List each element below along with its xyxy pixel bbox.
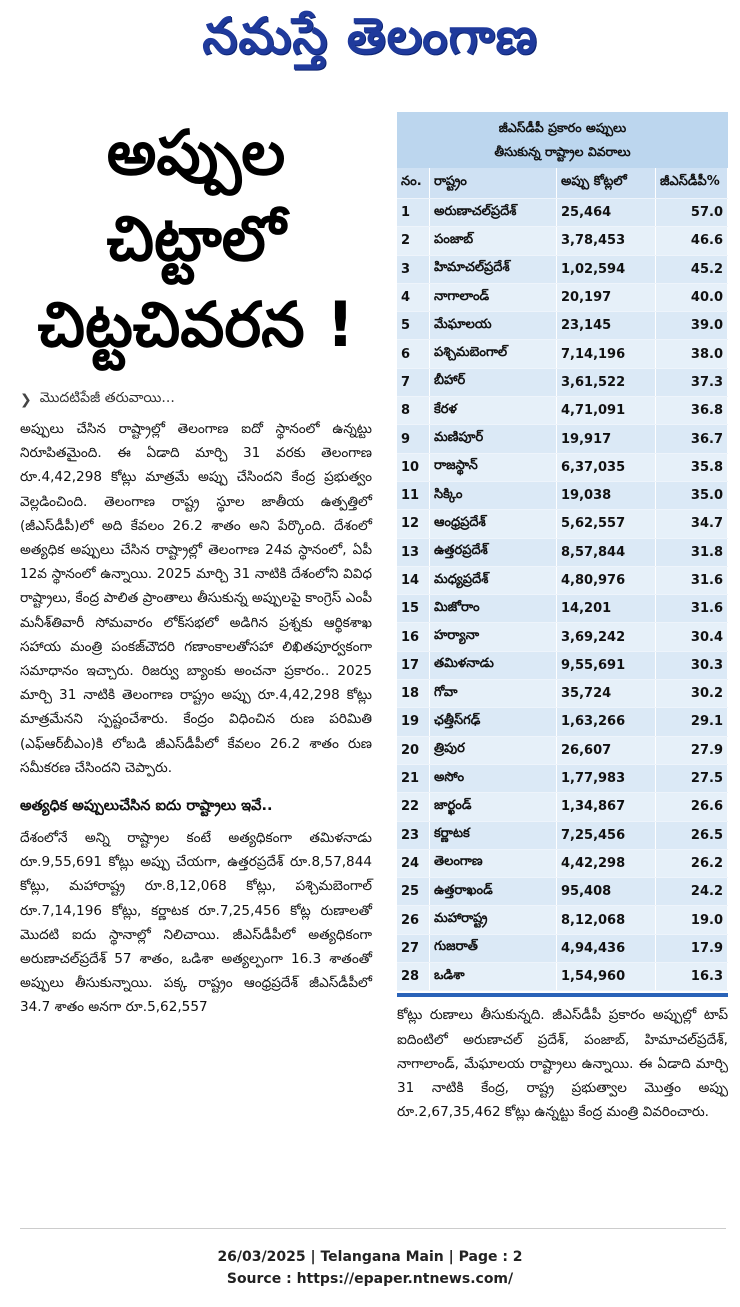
table-cell-pct: 29.1	[656, 708, 728, 736]
table-cell-pct: 35.0	[656, 481, 728, 509]
table-row	[397, 708, 728, 736]
table-cell-no: 6	[397, 340, 430, 368]
table-cell-debt: 5,62,557	[557, 510, 656, 538]
table-cell-state: గోవా	[430, 680, 557, 708]
table-row	[397, 736, 728, 764]
article-paragraph-2: దేశంలోనే అన్ని రాష్ట్రాల కంటే అత్యధికంగా తమిళనాడు రూ.9,55,691 కోట్లు అప్పు చేయగా, ఉత్తరప్రదేశ్ రూ.8,57,844 కోట్లు, మహారాష్ట్ర రూ.8,12,068 కోట్లు, పశ్చిమబెంగాల్ రూ.7,14,196 కోట్లు, కర్ణాటక రూ.7,25,456 కోట్ల రుణాలతో మొదటి ఐదు స్థానాల్లో నిలిచాయి. జీఎస్‌డీపీలో అత్యధికంగా అరుణాచల్‌ప్రదేశ్ 57 శాతం, ఒడిశా అత్యల్పంగా 16.3 శాతంతో అప్పులు తీసుకున్నాయి. పక్క రాష్ట్రం ఆంధ్రప్రదేశ్ జీఎస్‌డీపీలో 34.7 శాతం అనగా రూ.5,62,557	[20, 830, 372, 1016]
header-number: నం.	[397, 168, 430, 199]
headline-line-1: అప్పుల చిట్టాలో	[106, 116, 286, 275]
table-cell-pct: 36.8	[656, 397, 728, 425]
table-cell-debt: 3,78,453	[557, 227, 656, 255]
table-cell-pct: 37.3	[656, 368, 728, 396]
table-row	[397, 849, 728, 877]
table-cell-no: 27	[397, 934, 430, 962]
header-debt: అప్పు కోట్లలో	[557, 168, 656, 199]
newspaper-logo: నమస్తే తెలంగాణ	[202, 6, 538, 65]
table-cell-pct: 19.0	[656, 906, 728, 934]
table-cell-state: రాజస్థాన్	[430, 453, 557, 481]
table-cell-no: 21	[397, 764, 430, 792]
table-cell-debt: 7,14,196	[557, 340, 656, 368]
table-cell-state: ఒడిశా	[430, 963, 557, 991]
table-cell-no: 13	[397, 538, 430, 566]
table-cell-pct: 38.0	[656, 340, 728, 368]
table-row	[397, 199, 728, 227]
table-row	[397, 481, 728, 509]
table-cell-no: 25	[397, 878, 430, 906]
table-title	[397, 112, 728, 168]
table-cell-state: మణిపూర్	[430, 425, 557, 453]
table-cell-pct: 31.8	[656, 538, 728, 566]
table-cell-debt: 3,69,242	[557, 623, 656, 651]
table-cell-debt: 1,02,594	[557, 255, 656, 283]
table-cell-state: కర్ణాటక	[430, 821, 557, 849]
footer-date-line: 26/03/2025 | Telangana Main | Page : 2	[217, 1249, 523, 1265]
chevron-right-icon: ❯	[20, 391, 32, 408]
header-state: రాష్ట్రం	[430, 168, 557, 199]
table-cell-state: నాగాలాండ్	[430, 283, 557, 311]
table-row	[397, 312, 728, 340]
table-cell-pct: 26.5	[656, 821, 728, 849]
table-cell-state: పశ్చిమబెంగాల్	[430, 340, 557, 368]
table-cell-state: తెలంగాణ	[430, 849, 557, 877]
footer	[0, 1246, 740, 1290]
table-row	[397, 793, 728, 821]
table-row	[397, 934, 728, 962]
table-cell-debt: 19,917	[557, 425, 656, 453]
table-cell-state: హర్యానా	[430, 623, 557, 651]
table-body	[397, 199, 728, 991]
table-cell-no: 11	[397, 481, 430, 509]
table-cell-debt: 26,607	[557, 736, 656, 764]
table-cell-no: 1	[397, 199, 430, 227]
table-row	[397, 255, 728, 283]
table-cell-debt: 7,25,456	[557, 821, 656, 849]
table-cell-debt: 1,77,983	[557, 764, 656, 792]
table-cell-no: 8	[397, 397, 430, 425]
table-cell-debt: 1,54,960	[557, 963, 656, 991]
table-cell-pct: 30.4	[656, 623, 728, 651]
continuation-marker	[20, 390, 372, 409]
table-row	[397, 878, 728, 906]
left-column	[20, 110, 372, 1020]
table-cell-pct: 27.9	[656, 736, 728, 764]
table-row	[397, 566, 728, 594]
table-cell-debt: 4,71,091	[557, 397, 656, 425]
table-cell-no: 17	[397, 651, 430, 679]
table-cell-state: పంజాబ్	[430, 227, 557, 255]
table-cell-pct: 36.7	[656, 425, 728, 453]
table-cell-debt: 1,63,266	[557, 708, 656, 736]
table-cell-no: 22	[397, 793, 430, 821]
table-divider	[397, 993, 728, 997]
table-cell-state: మేఘాలయ	[430, 312, 557, 340]
table-cell-no: 2	[397, 227, 430, 255]
table-cell-state: మధ్యప్రదేశ్	[430, 566, 557, 594]
table-cell-state: కేరళ	[430, 397, 557, 425]
table-cell-debt: 3,61,522	[557, 368, 656, 396]
table-cell-pct: 34.7	[656, 510, 728, 538]
table-cell-state: సిక్కిం	[430, 481, 557, 509]
table-cell-pct: 26.2	[656, 849, 728, 877]
continuation-text: మొదటిపేజీ తరువాయి...	[39, 390, 175, 406]
table-cell-state: హిమాచల్‌ప్రదేశ్	[430, 255, 557, 283]
table-cell-no: 12	[397, 510, 430, 538]
table-cell-pct: 45.2	[656, 255, 728, 283]
table-cell-no: 19	[397, 708, 430, 736]
table-row	[397, 680, 728, 708]
table-row	[397, 538, 728, 566]
table-cell-no: 18	[397, 680, 430, 708]
table-cell-debt: 6,37,035	[557, 453, 656, 481]
table-row	[397, 453, 728, 481]
table-cell-state: ఛత్తీస్‌గఢ్	[430, 708, 557, 736]
table-cell-state: మహారాష్ట్ర	[430, 906, 557, 934]
table-cell-debt: 14,201	[557, 595, 656, 623]
table-title-line-2: తీసుకున్న రాష్ట్రాల వివరాలు	[494, 144, 631, 159]
table-cell-state: అసోం	[430, 764, 557, 792]
table-cell-no: 9	[397, 425, 430, 453]
masthead	[0, 0, 740, 78]
right-column	[397, 112, 728, 1124]
table-cell-no: 26	[397, 906, 430, 934]
table-cell-no: 4	[397, 283, 430, 311]
table-row	[397, 510, 728, 538]
table-row	[397, 397, 728, 425]
debt-table	[397, 168, 728, 991]
table-row	[397, 764, 728, 792]
table-row	[397, 595, 728, 623]
table-row	[397, 340, 728, 368]
table-cell-debt: 8,12,068	[557, 906, 656, 934]
table-row	[397, 623, 728, 651]
table-cell-pct: 30.3	[656, 651, 728, 679]
table-cell-pct: 40.0	[656, 283, 728, 311]
footer-source-line: Source : https://epaper.ntnews.com/	[226, 1271, 514, 1287]
table-cell-debt: 20,197	[557, 283, 656, 311]
table-cell-debt: 35,724	[557, 680, 656, 708]
table-cell-debt: 95,408	[557, 878, 656, 906]
table-cell-debt: 25,464	[557, 199, 656, 227]
table-row	[397, 906, 728, 934]
table-cell-no: 5	[397, 312, 430, 340]
table-cell-no: 23	[397, 821, 430, 849]
table-cell-pct: 16.3	[656, 963, 728, 991]
article-paragraph-1: అప్పులు చేసిన రాష్ట్రాల్లో తెలంగాణ ఐదో స్థానంలో ఉన్నట్టు నిరూపితమైంది. ఈ ఏడాది మార్చి 31 వరకు తెలంగాణ రూ.4,42,298 కోట్లు మాత్రమే అప్పు చేసిందని కేంద్ర ప్రభుత్వం వెల్లడించింది. తెలంగాణ రాష్ట్ర స్థూల జాతీయ ఉత్పత్తిలో (జీఎస్‌డీపీ)లో అది కేవలం 26.2 శాతం అని పేర్కొంది. దేశంలో అత్యధిక అప్పులు చేసిన రాష్ట్రాల్లో తెలంగాణ 24వ స్థానంలో, ఏపీ 12వ స్థానంలో ఉన్నాయి. 2025 మార్చి 31 నాటికి దేశంలోని వివిధ రాష్ట్రాలు, కేంద్ర పాలిత ప్రాంతాలు తీసుకున్న అప్పులపై కాంగ్రెస్ ఎంపీ మనీశ్‌తివారీ సోమవారం లోక్‌సభలో అడిగిన ప్రశ్నకు ఆర్థికశాఖ సహాయ మంత్రి పంకజ్‌చౌదరి గణాంకాలతోసహా లిఖితపూర్వకంగా సమాధానం ఇచ్చారు. రిజర్వు బ్యాంకు అంచనా ప్రకారం.. 2025 మార్చి 31 నాటికి తెలంగాణ రాష్ట్రం అప్పు రూ.4,42,298 కోట్లు మాత్రమేనని స్పష్టంచేశారు. కేంద్రం విధించిన రుణ పరిమితి (ఎఫ్‌ఆర్‌బీఎం)కి లోబడి జీఎస్‌డీపీలో కేవలం 26.2 శాతం రుణ సమీకరణ చేసిందని చెప్పారు.	[20, 421, 372, 776]
table-cell-debt: 4,80,976	[557, 566, 656, 594]
table-cell-debt: 4,42,298	[557, 849, 656, 877]
table-row	[397, 821, 728, 849]
table-cell-state: ఉత్తరాఖండ్	[430, 878, 557, 906]
table-cell-state: తమిళనాడు	[430, 651, 557, 679]
headline	[20, 110, 372, 368]
table-cell-state: బీహార్	[430, 368, 557, 396]
table-cell-no: 10	[397, 453, 430, 481]
table-cell-debt: 19,038	[557, 481, 656, 509]
article-paragraph-3: కోట్లు రుణాలు తీసుకున్నది. జీఎస్‌డీపీ ప్రకారం అప్పుల్లో టాప్ ఐదింటిలో అరుణాచల్ ప్రదేశ్, పంజాబ్, హిమాచల్‌ప్రదేశ్, నాగాలాండ్, మేఘాలయ రాష్ట్రాలు ఉన్నాయి. ఈ ఏడాది మార్చి 31 నాటికి కేంద్ర, రాష్ట్ర ప్రభుత్వాల మొత్తం అప్పు రూ.2,67,35,462 కోట్లు ఉన్నట్టు కేంద్ర మంత్రి వివరించారు.	[397, 1007, 728, 1121]
table-cell-state: ఉత్తరప్రదేశ్	[430, 538, 557, 566]
table-cell-no: 16	[397, 623, 430, 651]
table-cell-pct: 31.6	[656, 566, 728, 594]
table-cell-no: 14	[397, 566, 430, 594]
table-cell-pct: 30.2	[656, 680, 728, 708]
table-row	[397, 425, 728, 453]
table-row	[397, 963, 728, 991]
table-cell-no: 3	[397, 255, 430, 283]
table-cell-pct: 27.5	[656, 764, 728, 792]
table-cell-no: 15	[397, 595, 430, 623]
table-cell-no: 28	[397, 963, 430, 991]
table-header-row	[397, 168, 728, 199]
table-cell-debt: 4,94,436	[557, 934, 656, 962]
table-cell-no: 20	[397, 736, 430, 764]
table-cell-state: అరుణాచల్‌ప్రదేశ్	[430, 199, 557, 227]
table-row	[397, 227, 728, 255]
table-cell-state: త్రిపుర	[430, 736, 557, 764]
table-cell-pct: 35.8	[656, 453, 728, 481]
table-cell-state: జార్ఖండ్	[430, 793, 557, 821]
headline-line-2: చిట్టచివరన !	[37, 288, 355, 361]
table-cell-pct: 39.0	[656, 312, 728, 340]
table-cell-pct: 57.0	[656, 199, 728, 227]
table-cell-pct: 31.6	[656, 595, 728, 623]
table-cell-pct: 17.9	[656, 934, 728, 962]
table-row	[397, 368, 728, 396]
table-row	[397, 283, 728, 311]
table-cell-state: మిజోరాం	[430, 595, 557, 623]
table-cell-pct: 26.6	[656, 793, 728, 821]
table-cell-debt: 9,55,691	[557, 651, 656, 679]
table-cell-debt: 23,145	[557, 312, 656, 340]
table-title-line-1: జీఎస్‌డీపీ ప్రకారం అప్పులు	[498, 120, 627, 135]
subheading: అత్యధిక అప్పులుచేసిన ఐదు రాష్ట్రాలు ఇవే..	[20, 798, 273, 815]
footer-divider	[20, 1228, 726, 1229]
table-cell-no: 7	[397, 368, 430, 396]
table-cell-debt: 1,34,867	[557, 793, 656, 821]
table-cell-pct: 46.6	[656, 227, 728, 255]
header-gsdp: జీఎస్‌డీపీ%	[656, 168, 728, 199]
table-cell-debt: 8,57,844	[557, 538, 656, 566]
table-cell-state: గుజరాత్	[430, 934, 557, 962]
table-cell-pct: 24.2	[656, 878, 728, 906]
table-cell-no: 24	[397, 849, 430, 877]
table-cell-state: ఆంధ్రప్రదేశ్	[430, 510, 557, 538]
table-row	[397, 651, 728, 679]
